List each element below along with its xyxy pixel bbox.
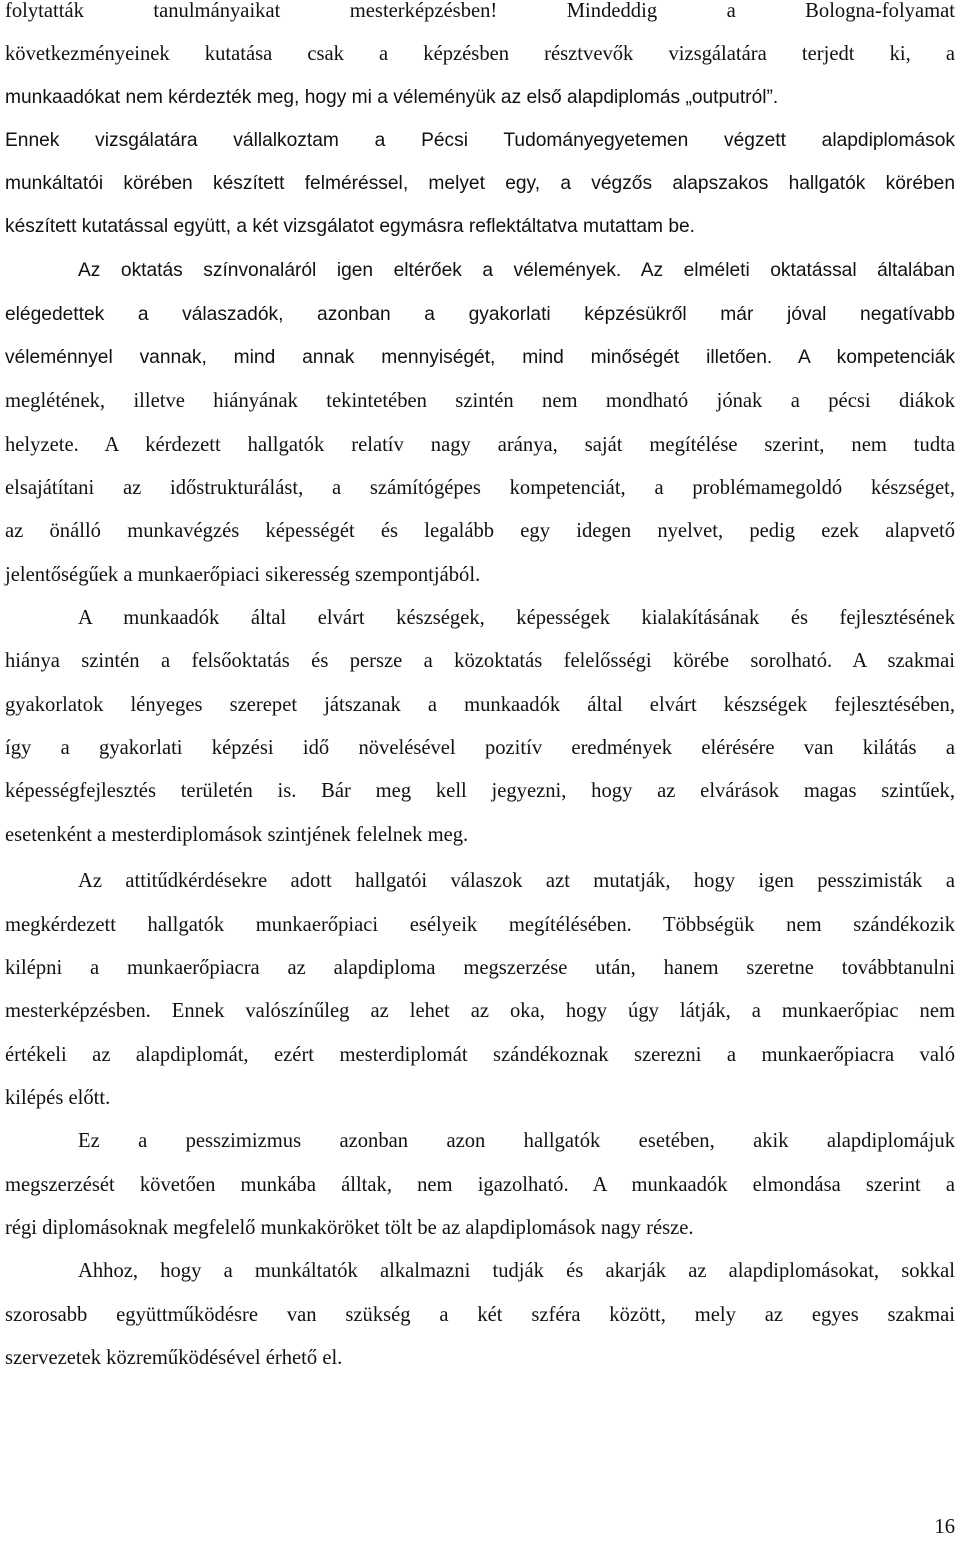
- text-line: elsajátítani az időstrukturálást, a számítógépes kompetenciát, a problémamegoldó készséget,: [5, 477, 955, 499]
- text-line: véleménnyel vannak, mind annak mennyiségét, mind minőségét illetően. A kompetenciák: [5, 347, 955, 368]
- text-line: Ahhoz, hogy a munkáltatók alkalmazni tudják és akarják az alapdiplomásokat, sokkal: [78, 1260, 955, 1282]
- text-line: megszerzését követően munkába álltak, nem igazolható. A munkaadók elmondása szerint a: [5, 1174, 955, 1196]
- text-line: hiánya szintén a felsőoktatás és persze a közoktatás felelősségi körébe sorolható. A szakmai: [5, 650, 955, 672]
- text-line: gyakorlatok lényeges szerepet játszanak a munkaadók által elvárt készségek fejlesztésében,: [5, 694, 955, 716]
- text-line: kilépés előtt.: [5, 1087, 111, 1109]
- text-line: munkáltatói körében készített felméréssel, melyet egy, a végzős alapszakos hallgatók körében: [5, 173, 955, 194]
- text-line: Az attitűdkérdésekre adott hallgatói válaszok azt mutatják, hogy igen pesszimisták a: [78, 870, 955, 892]
- text-line: Az oktatás színvonaláról igen eltérőek a vélemények. Az elméleti oktatással általában: [78, 260, 955, 281]
- text-line: régi diplomásoknak megfelelő munkaköröket tölt be az alapdiplomások nagy része.: [5, 1217, 694, 1239]
- text-line: szorosabb együttműködésre van szükség a két szféra között, mely az egyes szakmai: [5, 1304, 955, 1326]
- text-line: készített kutatással együtt, a két vizsgálatot egymásra reflektáltatva mutattam be.: [5, 216, 696, 237]
- text-line: megkérdezett hallgatók munkaerőpiaci esélyeik megítélésében. Többségük nem szándékozik: [5, 914, 955, 936]
- text-line: az önálló munkavégzés képességét és legalább egy idegen nyelvet, pedig ezek alapvető: [5, 520, 955, 542]
- text-line: Ennek vizsgálatára vállalkoztam a Pécsi Tudományegyetemen végzett alapdiplomások: [5, 130, 955, 151]
- text-line: mesterképzésben. Ennek valószínűleg az lehet az oka, hogy úgy látják, a munkaerőpiac nem: [5, 1000, 955, 1022]
- text-line: jelentőségűek a munkaerőpiaci sikeresség szempontjából.: [5, 564, 481, 586]
- text-line: következményeinek kutatása csak a képzésben résztvevők vizsgálatára terjedt ki, a: [5, 43, 955, 65]
- page-number: 16: [934, 1516, 955, 1538]
- text-line: A munkaadók által elvárt készségek, képességek kialakításának és fejlesztésének: [78, 607, 955, 629]
- text-line: folytatták tanulmányaikat mesterképzésben! Mindeddig a Bologna-folyamat: [5, 0, 955, 22]
- text-line: értékeli az alapdiplomát, ezért mesterdiplomát szándékoznak szerezni a munkaerőpiacra való: [5, 1044, 955, 1066]
- text-line: helyzete. A kérdezett hallgatók relatív nagy aránya, saját megítélése szerint, nem tudta: [5, 434, 955, 456]
- text-line: képességfejlesztés területén is. Bár meg kell jegyezni, hogy az elvárások magas szintűek,: [5, 780, 955, 802]
- text-line: munkaadókat nem kérdezték meg, hogy mi a véleményük az első alapdiplomás „outputról”.: [5, 87, 779, 108]
- text-line: Ez a pesszimizmus azonban azon hallgatók esetében, akik alapdiplomájuk: [78, 1130, 955, 1152]
- text-line: esetenként a mesterdiplomások szintjének felelnek meg.: [5, 824, 469, 846]
- text-line: így a gyakorlati képzési idő növelésével pozitív eredmények elérésére van kilátás a: [5, 737, 955, 759]
- text-line: elégedettek a válaszadók, azonban a gyakorlati képzésükről már jóval negatívabb: [5, 304, 955, 325]
- text-line: meglétének, illetve hiányának tekintetében szintén nem mondható jónak a pécsi diákok: [5, 390, 955, 412]
- text-line: kilépni a munkaerőpiacra az alapdiploma megszerzése után, hanem szeretne továbbtanulni: [5, 957, 955, 979]
- text-line: szervezetek közreműködésével érhető el.: [5, 1347, 343, 1369]
